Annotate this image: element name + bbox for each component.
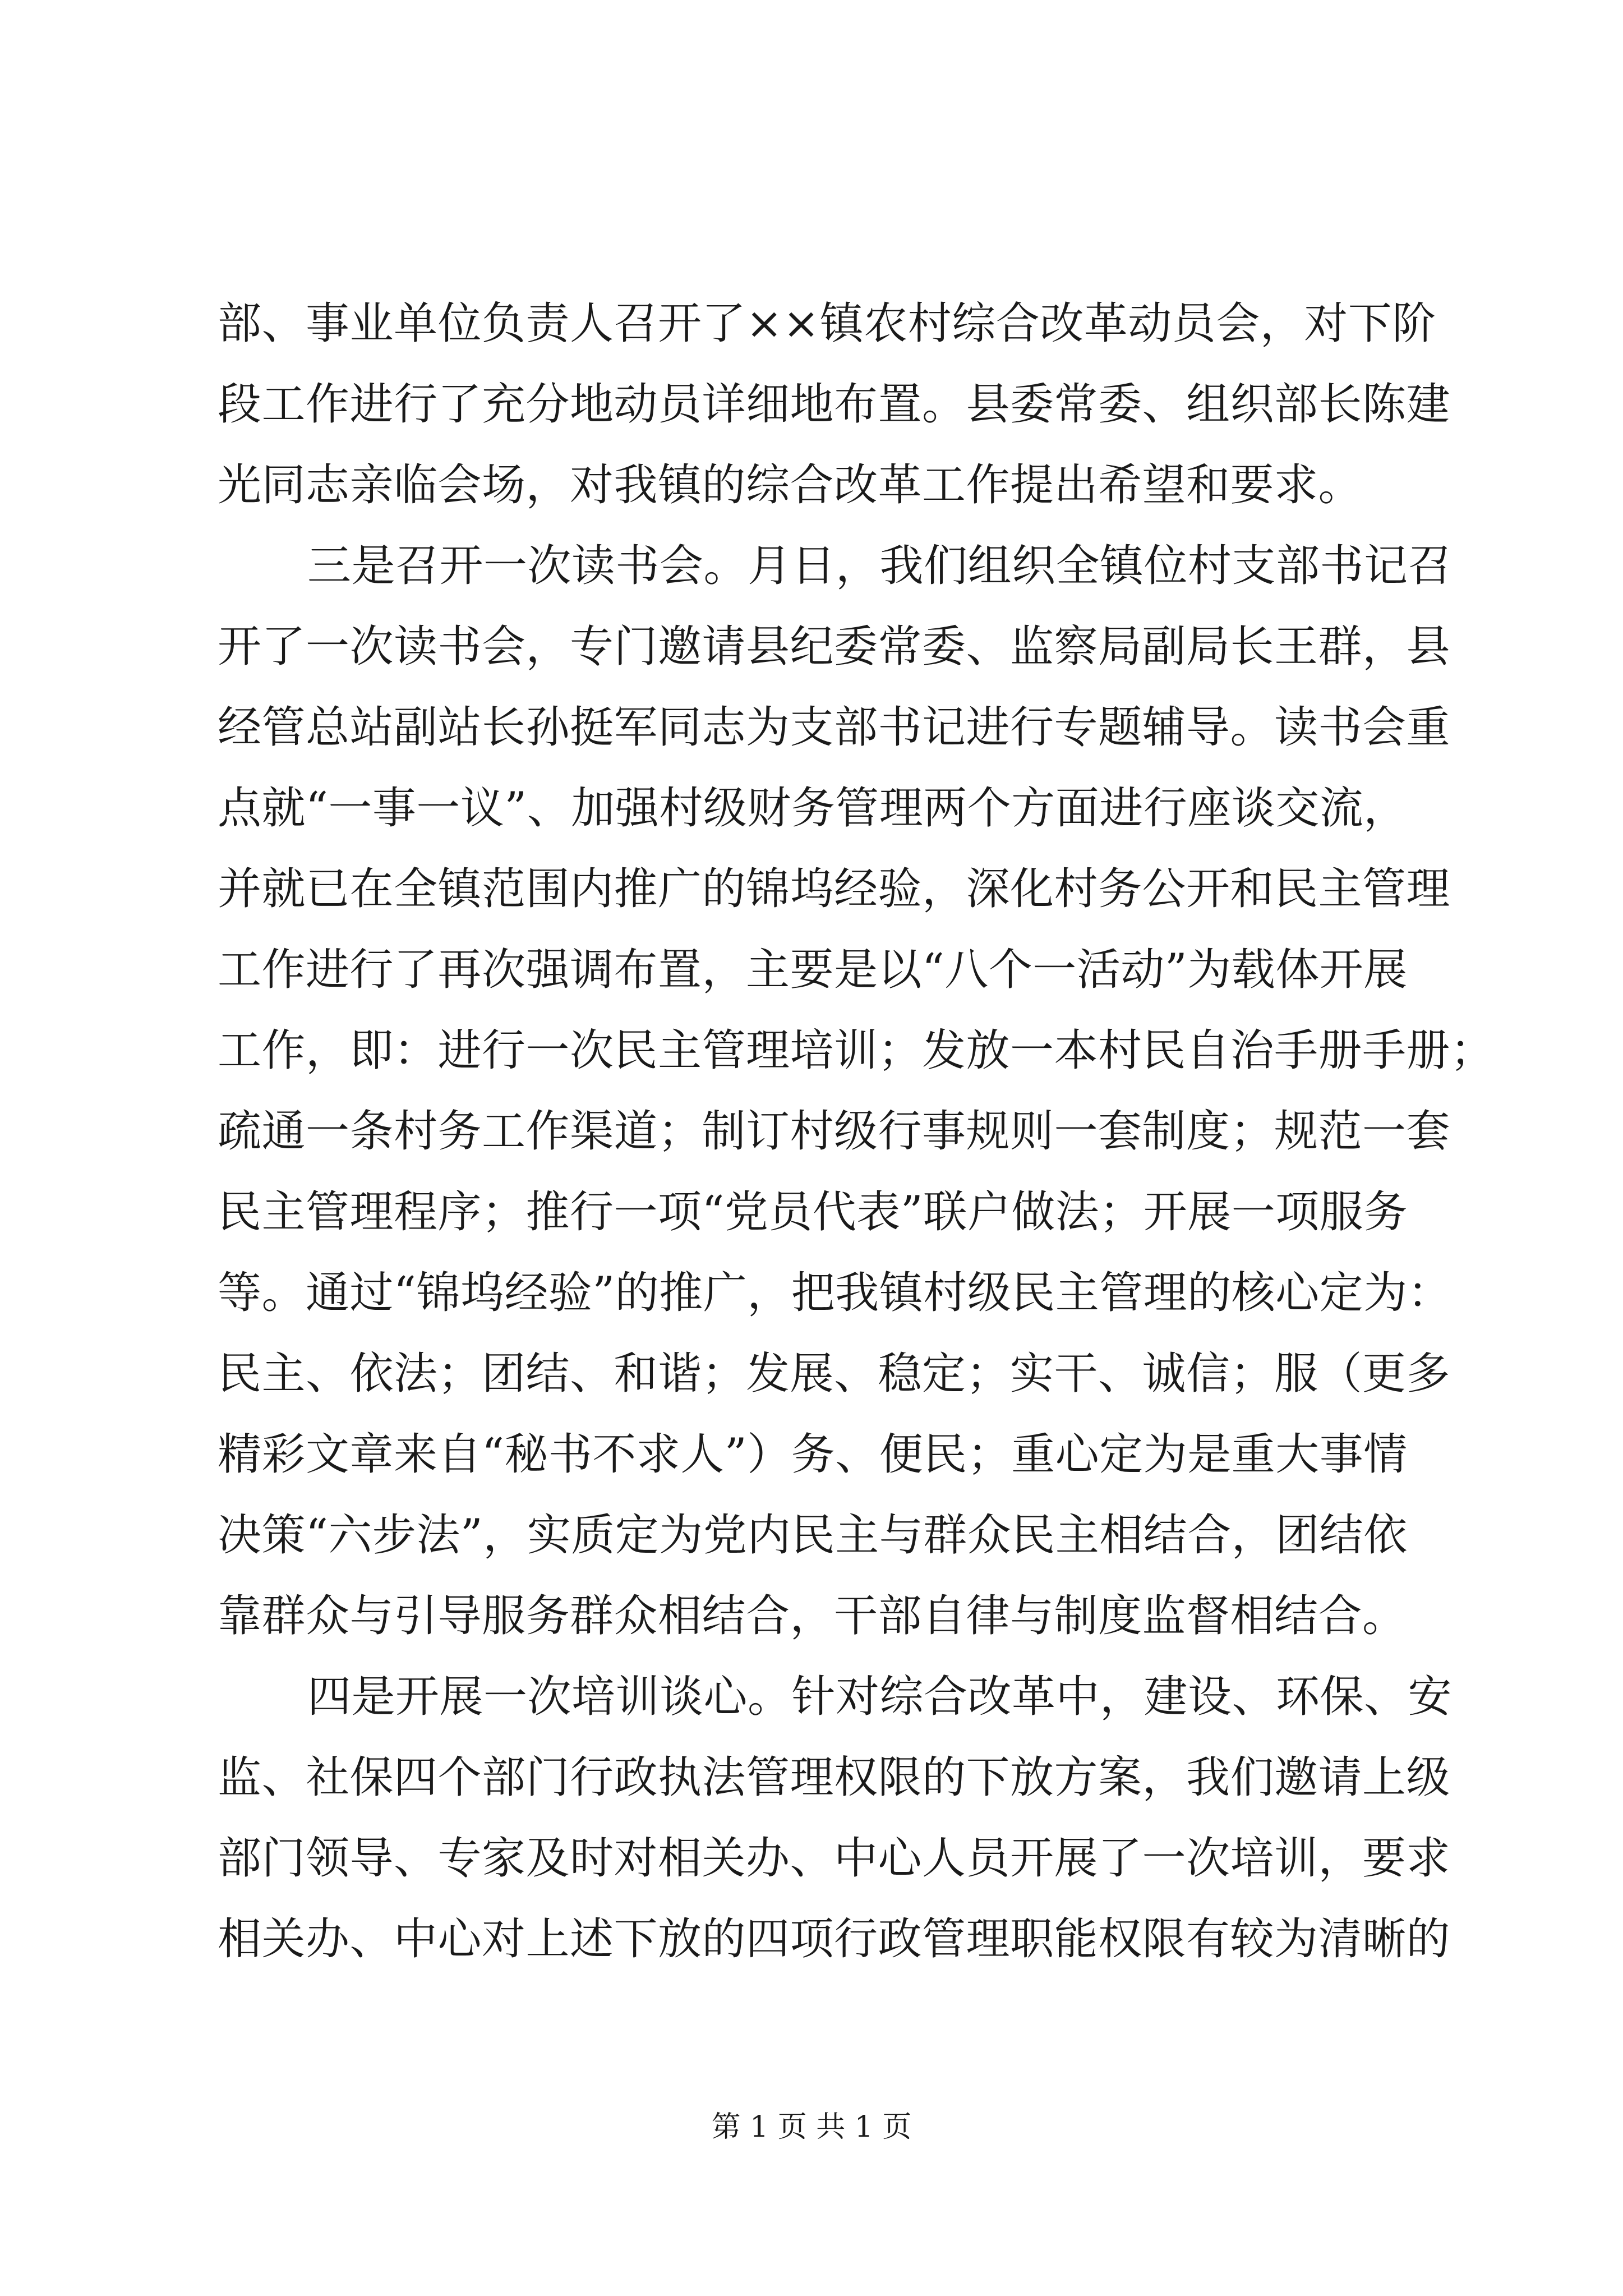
paragraph-start-line: 四是开展一次培训谈心。针对综合改革中，建设、环保、安: [307, 1672, 1453, 1722]
text-line: 段工作进行了充分地动员详细地布置。县委常委、组织部长陈建: [218, 379, 1451, 430]
text-line: 民主管理程序；推行一项“党员代表”联户做法；开展一项服务: [218, 1187, 1408, 1237]
text-line: 部、事业单位负责人召开了××镇农村综合改革动员会，对下阶: [218, 298, 1436, 349]
text-line: 靠群众与引导服务群众相结合，干部自律与制度监督相结合。: [218, 1591, 1407, 1641]
text-line: 民主、依法；团结、和谐；发展、稳定；实干、诚信；服（更多: [218, 1349, 1451, 1399]
text-line: 精彩文章来自“秘书不求人”）务、便民；重心定为是重大事情: [218, 1429, 1408, 1480]
body-text: [218, 283, 1495, 1980]
text-line: 疏通一条村务工作渠道；制订村级行事规则一套制度；规范一套: [218, 1106, 1451, 1157]
text-line: 经管总站副站长孙挺军同志为支部书记进行专题辅导。读书会重: [218, 702, 1451, 753]
text-line: 监、社保四个部门行政执法管理权限的下放方案，我们邀请上级: [218, 1752, 1451, 1803]
text-line: 工作，即：进行一次民主管理培训；发放一本村民自治手册手册；: [218, 1025, 1495, 1076]
text-line: 相关办、中心对上述下放的四项行政管理职能权限有较为清晰的: [218, 1914, 1451, 1964]
text-line: 点就“一事一议”、加强村级财务管理两个方面进行座谈交流，: [218, 783, 1408, 834]
text-line: 光同志亲临会场，对我镇的综合改革工作提出希望和要求。: [218, 460, 1363, 510]
page-number-footer: 第 1 页 共 1 页: [711, 2110, 912, 2144]
text-line: 决策“六步法”，实质定为党内民主与群众民主相结合，团结依: [218, 1510, 1408, 1561]
text-line: 部门领导、专家及时对相关办、中心人员开展了一次培训，要求: [218, 1833, 1451, 1884]
paragraph-start-line: 三是召开一次读书会。月日，我们组织全镇位村支部书记召: [307, 541, 1453, 591]
text-line: 等。通过“锦坞经验”的推广，把我镇村级民主管理的核心定为：: [218, 1268, 1452, 1318]
text-line: 工作进行了再次强调布置，主要是以“八个一活动”为载体开展: [218, 945, 1408, 995]
text-line: 开了一次读书会，专门邀请县纪委常委、监察局副局长王群，县: [218, 622, 1451, 672]
text-line: 并就已在全镇范围内推广的锦坞经验，深化村务公开和民主管理: [218, 864, 1451, 914]
